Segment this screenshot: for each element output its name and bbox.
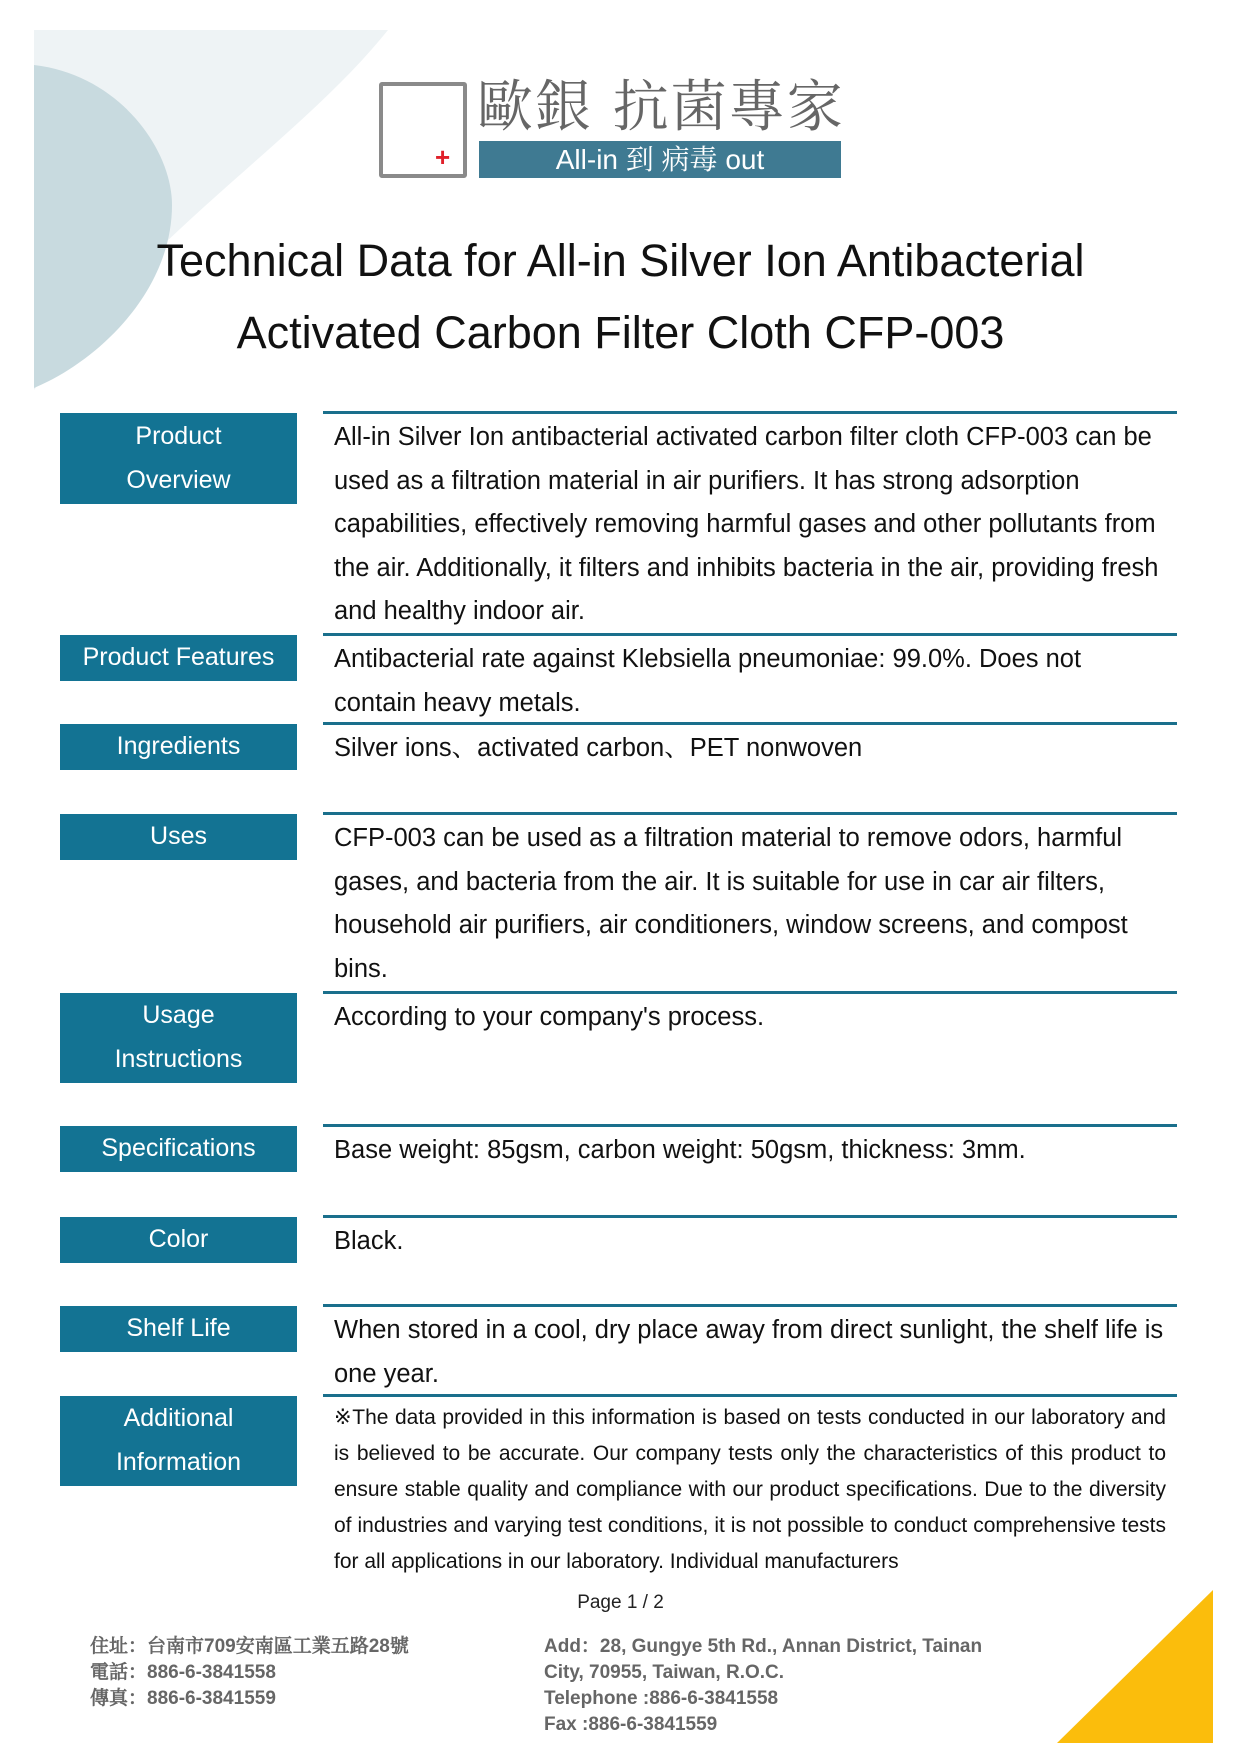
logo-chinese-text: 歐銀 抗菌專家 [477,75,845,140]
row-divider [323,1394,1177,1397]
label-text: Additional Information [115,1404,242,1476]
footer-english-contact [544,1634,982,1738]
footer-cn-address: 住址：台南市709安南區工業五路28號 [90,1636,409,1657]
company-logo [379,75,845,178]
content-color: Black. [334,1227,404,1255]
row-divider [323,991,1177,994]
footer-en-fax: Fax :886-6-3841559 [544,1714,718,1735]
footer-cn-fax: 傳真：886-6-3841559 [90,1688,276,1709]
label-text: Usage Instructions [114,1001,243,1073]
page-number: Page 1 / 2 [577,1592,664,1613]
content-additional-information: ※The data provided in this information is based on tests conducted in our laboratory and is believed to be accurate. Our company tests only the characteristics of this product to ensure stable quality and compliance with our product specifications. Due to the diversity of industries and varying test conditions, it is not possible to conduct comprehensive tests for all applications in our laboratory. Individual manufacturers [334,1406,1166,1573]
footer-cn-phone: 電話：886-6-3841558 [90,1662,276,1683]
row-divider [323,812,1177,815]
logo-mark-icon: + [379,82,467,178]
row-divider [323,633,1177,636]
label-specifications: Specifications [60,1126,297,1172]
content-product-overview: All-in Silver Ion antibacterial activated carbon filter cloth CFP-003 can be used as a filtration material in air purifiers. It has strong adsorption capabilities, effectively removing harmful gases and other pollutants from the air. Additionally, it filters and inhibits bacteria in the air, providing fresh and healthy indoor air. [334,423,1159,626]
row-divider [323,1215,1177,1218]
label-product-features: Product Features [60,635,297,681]
footer-chinese-contact [90,1634,409,1712]
label-uses: Uses [60,814,297,860]
title-line-1: Technical Data for All-in Silver Ion Antibacterial [156,235,1085,286]
label-ingredients: Ingredients [60,724,297,770]
content-shelf-life: When stored in a cool, dry place away from direct sunlight, the shelf life is one year. [334,1316,1164,1388]
content-uses: CFP-003 can be used as a filtration material to remove odors, harmful gases, and bacteria from the air. It is suitable for use in car air filters, household air purifiers, air conditioners, window screens, and compost bins. [334,824,1128,983]
page-title [0,225,1241,369]
footer-en-phone: Telephone :886-6-3841558 [544,1688,779,1709]
footer-en-address-line1: Add：28, Gungye 5th Rd., Annan District, Tainan [544,1636,983,1657]
label-color: Color [60,1217,297,1263]
label-product-overview [60,413,297,504]
footer-en-address-line2: City, 70955, Taiwan, R.O.C. [544,1662,785,1683]
label-usage-instructions [60,993,297,1083]
label-shelf-life: Shelf Life [60,1306,297,1352]
content-usage-instructions: According to your company's process. [334,1003,765,1031]
row-divider [323,411,1177,414]
row-divider [323,722,1177,725]
label-additional-information [60,1396,297,1486]
row-divider [323,1124,1177,1127]
logo-tagline: All-in 到 病毒 out [479,141,841,178]
content-product-features: Antibacterial rate against Klebsiella pneumoniae: 99.0%. Does not contain heavy metals. [334,645,1082,717]
content-ingredients: Silver ions、activated carbon、PET nonwoven [334,734,863,762]
label-text: Product Overview [126,422,231,494]
row-divider [323,1304,1177,1307]
title-line-2: Activated Carbon Filter Cloth CFP-003 [236,307,1005,358]
content-specifications: Base weight: 85gsm, carbon weight: 50gsm, thickness: 3mm. [334,1136,1026,1164]
